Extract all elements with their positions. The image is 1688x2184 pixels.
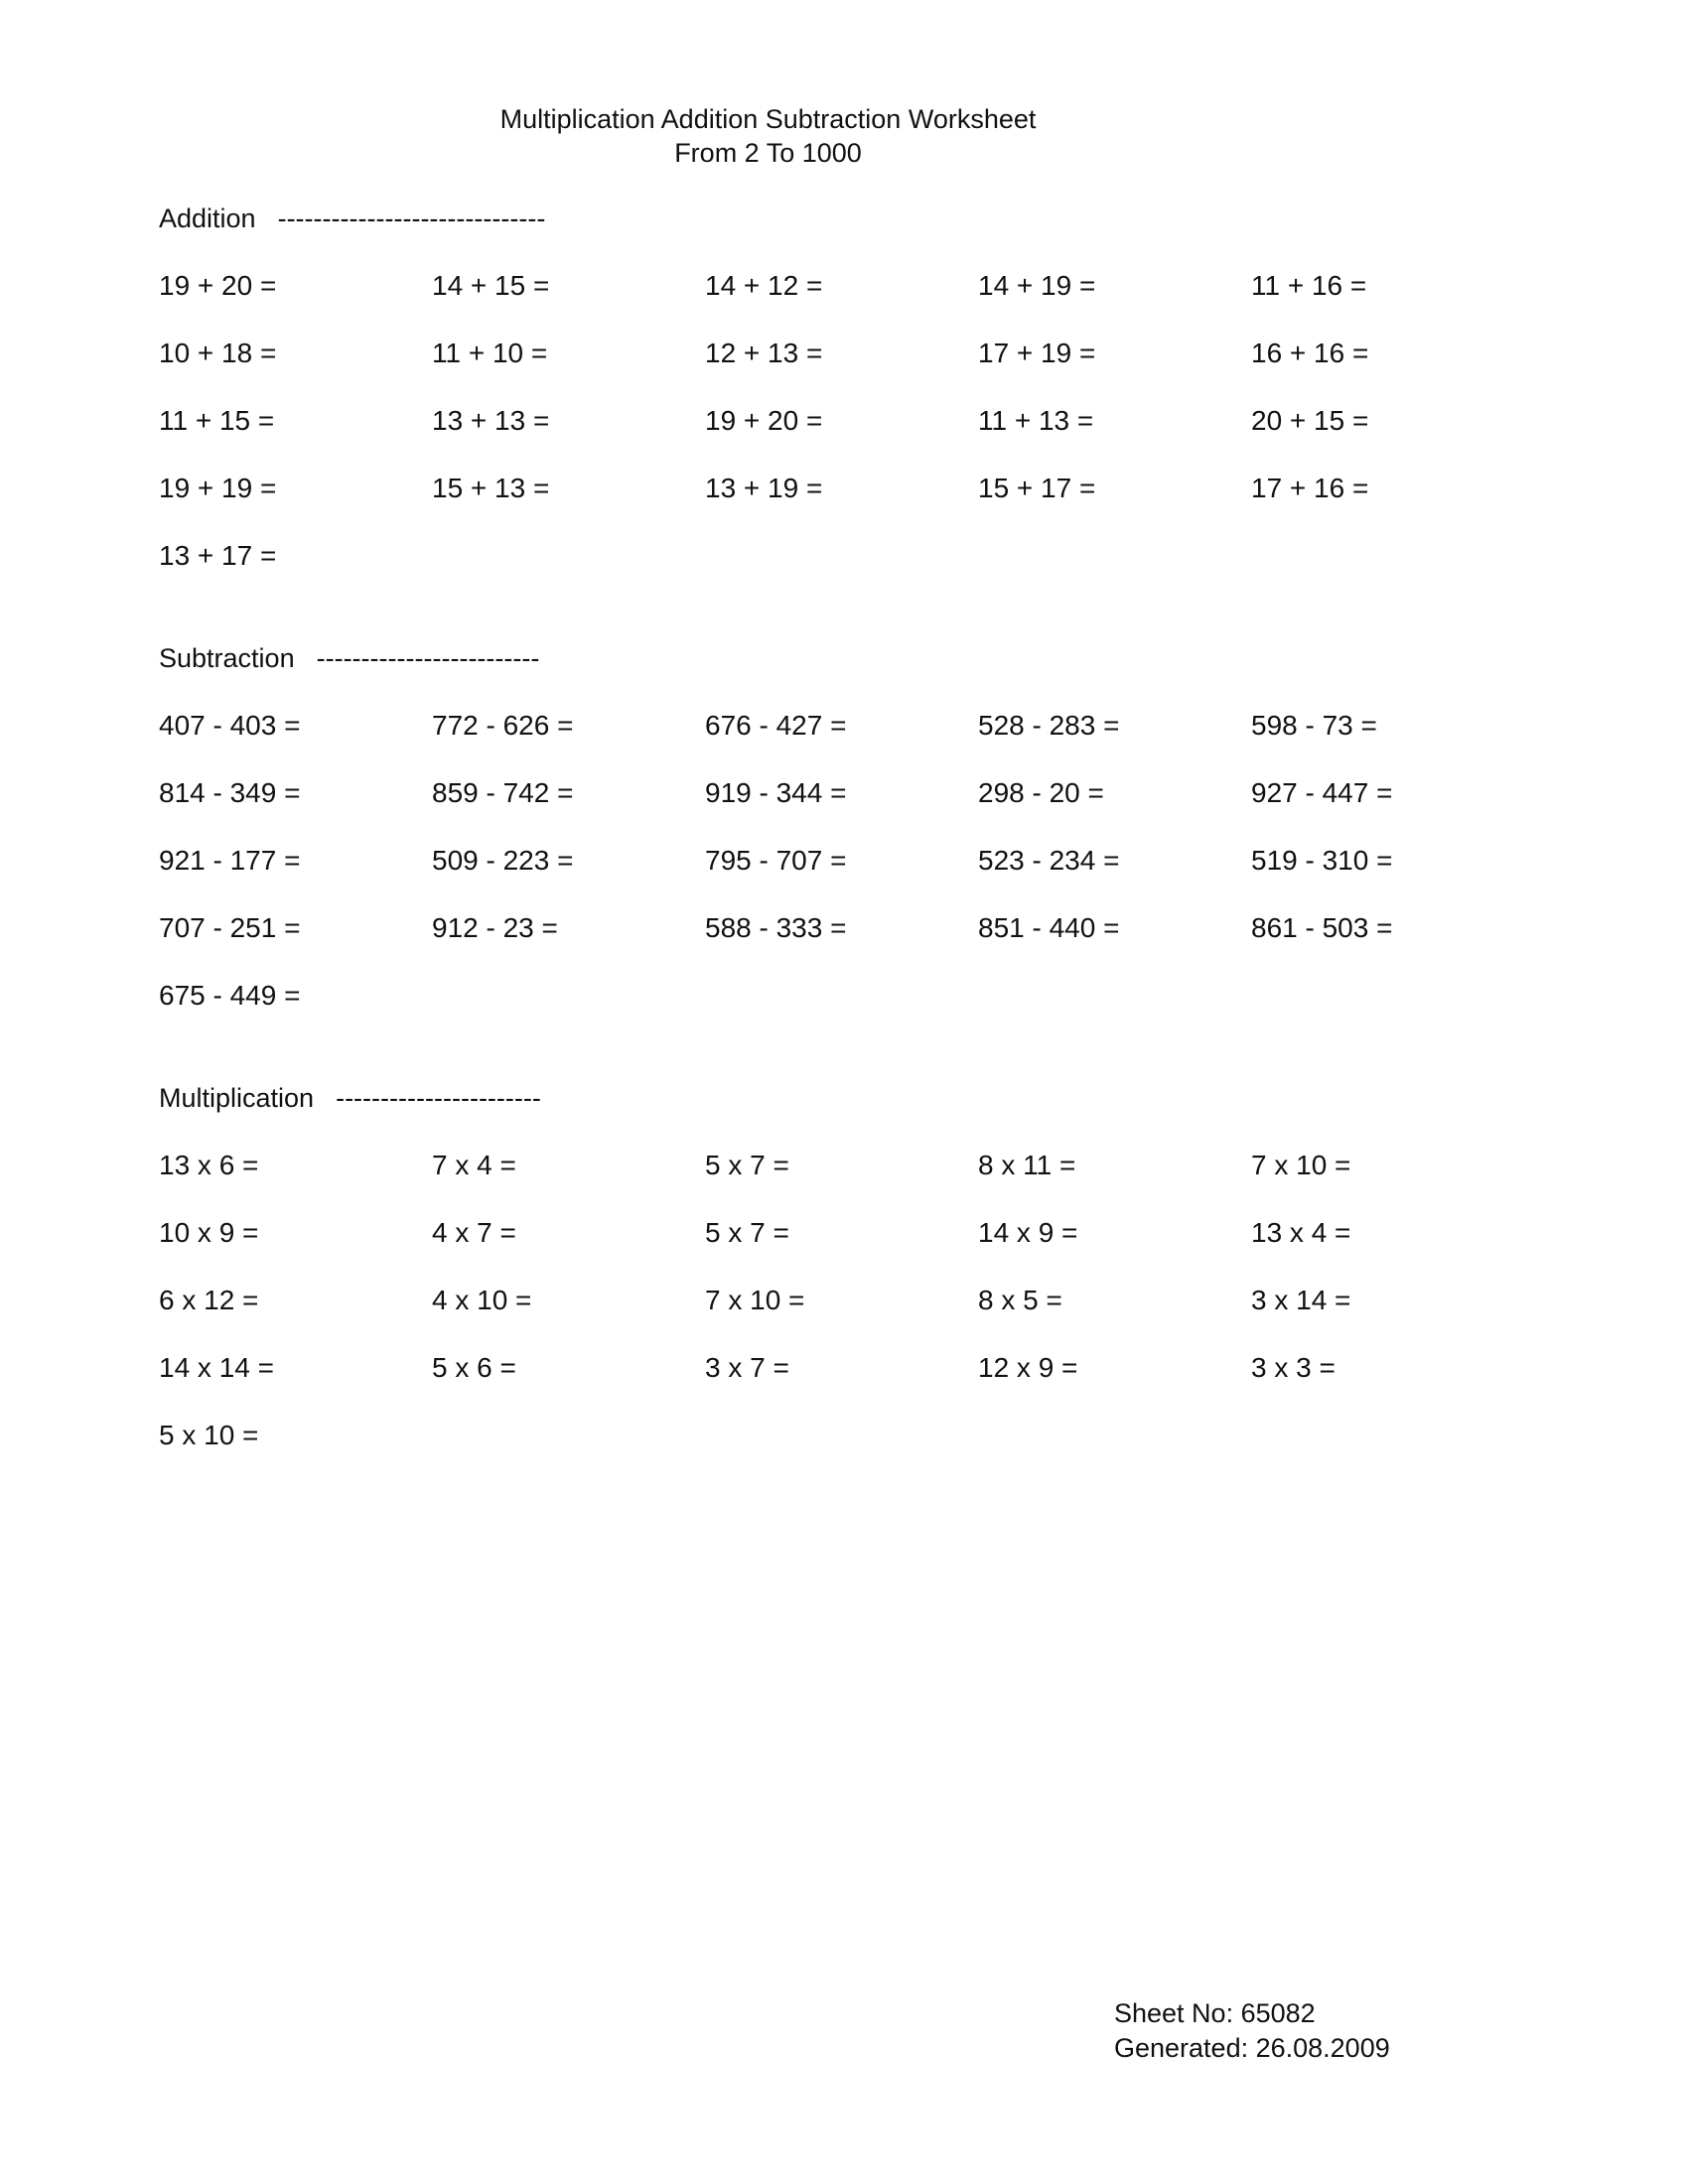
problem-item: 19 + 20 = [159, 270, 277, 301]
problem-item: 5 x 7 = [705, 1217, 789, 1248]
section-divider: ----------------------- [336, 1083, 541, 1113]
addition-section [159, 201, 1549, 571]
problem-item: 11 + 10 = [432, 338, 548, 368]
problem-item: 859 - 742 = [432, 777, 574, 808]
problem-item: 6 x 12 = [159, 1285, 259, 1315]
problem-item: 7 x 4 = [432, 1150, 516, 1180]
problem-item: 14 x 9 = [978, 1217, 1078, 1248]
sheet-number: Sheet No: 65082 [1114, 1998, 1316, 2028]
problem-item: 4 x 7 = [432, 1217, 516, 1248]
worksheet-range: From 2 To 1000 [674, 138, 862, 168]
problem-item: 14 + 19 = [978, 270, 1096, 301]
problem-item: 772 - 626 = [432, 710, 574, 741]
problem-item: 8 x 11 = [978, 1150, 1076, 1180]
problem-item: 15 + 13 = [432, 473, 550, 503]
problem-item: 17 + 19 = [978, 338, 1096, 368]
problem-item: 15 + 17 = [978, 473, 1096, 503]
problem-item: 16 + 16 = [1251, 338, 1369, 368]
problem-item: 13 + 19 = [705, 473, 823, 503]
problem-item: 509 - 223 = [432, 845, 574, 876]
problem-item: 598 - 73 = [1251, 710, 1377, 741]
problem-item: 19 + 20 = [705, 405, 823, 436]
problem-item: 851 - 440 = [978, 912, 1120, 943]
problem-item: 13 x 4 = [1251, 1217, 1351, 1248]
subtraction-section [159, 640, 1549, 1011]
multiplication-section [159, 1080, 1549, 1450]
problem-item: 814 - 349 = [159, 777, 301, 808]
section-label: Multiplication [159, 1083, 315, 1113]
problem-item: 12 x 9 = [978, 1352, 1078, 1383]
section-label: Subtraction [159, 643, 295, 673]
problem-item: 298 - 20 = [978, 777, 1104, 808]
problem-item: 795 - 707 = [705, 845, 847, 876]
problem-item: 13 + 13 = [432, 405, 550, 436]
problem-item: 8 x 5 = [978, 1285, 1062, 1315]
problem-item: 921 - 177 = [159, 845, 301, 876]
problem-item: 7 x 10 = [1251, 1150, 1351, 1180]
problem-item: 4 x 10 = [432, 1285, 532, 1315]
problem-item: 5 x 10 = [159, 1420, 259, 1450]
problem-item: 10 x 9 = [159, 1217, 259, 1248]
problem-item: 11 + 15 = [159, 405, 275, 436]
problem-item: 707 - 251 = [159, 912, 301, 943]
problem-item: 588 - 333 = [705, 912, 847, 943]
problem-item: 675 - 449 = [159, 980, 301, 1011]
section-header [159, 1080, 1549, 1116]
section-divider: ------------------------------ [277, 204, 546, 233]
problem-item: 10 + 18 = [159, 338, 277, 368]
problem-item: 13 x 6 = [159, 1150, 259, 1180]
problem-item: 519 - 310 = [1251, 845, 1393, 876]
problem-item: 3 x 14 = [1251, 1285, 1351, 1315]
problem-item: 14 + 12 = [705, 270, 823, 301]
problem-item: 3 x 3 = [1251, 1352, 1336, 1383]
problem-item: 11 + 16 = [1251, 270, 1367, 301]
problem-item: 5 x 6 = [432, 1352, 516, 1383]
problem-item: 523 - 234 = [978, 845, 1120, 876]
problem-item: 3 x 7 = [705, 1352, 789, 1383]
problem-item: 919 - 344 = [705, 777, 847, 808]
problem-item: 20 + 15 = [1251, 405, 1369, 436]
problem-item: 676 - 427 = [705, 710, 847, 741]
problem-item: 407 - 403 = [159, 710, 301, 741]
problem-item: 13 + 17 = [159, 540, 277, 571]
section-label: Addition [159, 204, 256, 233]
problem-item: 12 + 13 = [705, 338, 823, 368]
generated-date: Generated: 26.08.2009 [1114, 2033, 1390, 2063]
problem-item: 14 + 15 = [432, 270, 550, 301]
problem-item: 861 - 503 = [1251, 912, 1393, 943]
problem-item: 14 x 14 = [159, 1352, 274, 1383]
problem-item: 528 - 283 = [978, 710, 1120, 741]
section-header [159, 640, 1549, 676]
problem-item: 17 + 16 = [1251, 473, 1369, 503]
problem-item: 7 x 10 = [705, 1285, 805, 1315]
section-divider: ------------------------- [316, 643, 540, 673]
worksheet-title: Multiplication Addition Subtraction Worksheet [499, 104, 1037, 134]
problem-item: 912 - 23 = [432, 912, 558, 943]
problem-item: 927 - 447 = [1251, 777, 1393, 808]
problem-item: 5 x 7 = [705, 1150, 789, 1180]
problem-item: 19 + 19 = [159, 473, 277, 503]
section-header [159, 201, 1549, 236]
problem-item: 11 + 13 = [978, 405, 1094, 436]
